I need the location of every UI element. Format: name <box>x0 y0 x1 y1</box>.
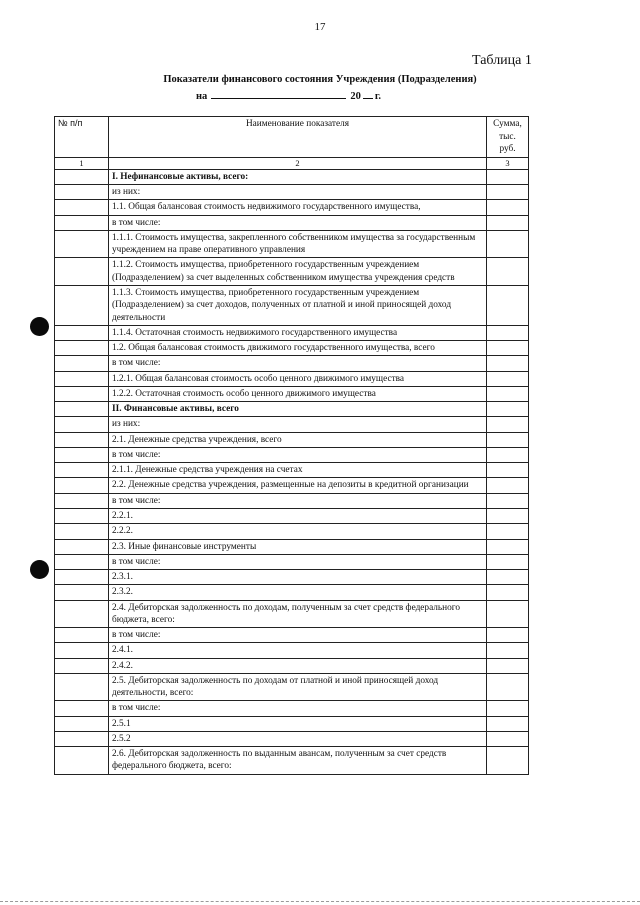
date-year: 20 <box>350 91 361 102</box>
sum-value-cell <box>487 432 529 447</box>
indicator-name-cell: 2.3.2. <box>109 585 487 600</box>
row-number-cell <box>55 371 109 386</box>
indicator-name-cell: I. Нефинансовые активы, всего: <box>109 169 487 184</box>
row-number-cell <box>55 554 109 569</box>
date-prefix: на <box>196 91 208 102</box>
sum-value-cell <box>487 524 529 539</box>
row-number-cell <box>55 539 109 554</box>
row-number-cell <box>55 508 109 523</box>
table-row <box>55 673 529 701</box>
row-number-cell <box>55 570 109 585</box>
row-number-cell <box>55 185 109 200</box>
table-row <box>55 215 529 230</box>
row-number-cell <box>55 417 109 432</box>
row-number-cell <box>55 524 109 539</box>
sum-value-cell <box>487 285 529 325</box>
financial-indicators-table <box>54 116 529 775</box>
indicator-name-cell: из них: <box>109 417 487 432</box>
column-number: 3 <box>487 157 529 169</box>
indicator-name-cell: 2.1.1. Денежные средства учреждения на счетах <box>109 463 487 478</box>
table-row <box>55 285 529 325</box>
row-number-cell <box>55 432 109 447</box>
date-line <box>196 89 381 102</box>
sum-value-cell <box>487 417 529 432</box>
table-row <box>55 508 529 523</box>
table-row <box>55 658 529 673</box>
indicator-name-cell: 2.2.2. <box>109 524 487 539</box>
table-row <box>55 539 529 554</box>
indicator-name-cell: 2.4. Дебиторская задолженность по доходам, полученным за счет средств федерального бюджета, всего: <box>109 600 487 628</box>
table-row <box>55 447 529 462</box>
sum-value-cell <box>487 325 529 340</box>
sum-value-cell <box>487 493 529 508</box>
sum-value-cell <box>487 215 529 230</box>
row-number-cell <box>55 169 109 184</box>
column-numbers-row <box>55 157 529 169</box>
sum-value-cell <box>487 463 529 478</box>
row-number-cell <box>55 673 109 701</box>
table-row <box>55 716 529 731</box>
sum-value-cell <box>487 731 529 746</box>
row-number-cell <box>55 325 109 340</box>
table-row <box>55 325 529 340</box>
table-row <box>55 432 529 447</box>
row-number-cell <box>55 478 109 493</box>
header-name: Наименование показателя <box>109 117 487 158</box>
row-number-cell <box>55 658 109 673</box>
document-title: Показатели финансового состояния Учреждения (Подразделения) <box>163 74 477 85</box>
indicator-name-cell: 1.2. Общая балансовая стоимость движимого государственного имущества, всего <box>109 341 487 356</box>
page-edge <box>0 901 640 902</box>
sum-value-cell <box>487 478 529 493</box>
indicator-name-cell: 2.5.1 <box>109 716 487 731</box>
row-number-cell <box>55 643 109 658</box>
indicator-name-cell: 2.4.1. <box>109 643 487 658</box>
sum-value-cell <box>487 508 529 523</box>
indicator-name-cell: в том числе: <box>109 493 487 508</box>
sum-value-cell <box>487 230 529 258</box>
table-row <box>55 628 529 643</box>
sum-value-cell <box>487 600 529 628</box>
row-number-cell <box>55 386 109 401</box>
table-row <box>55 643 529 658</box>
row-number-cell <box>55 600 109 628</box>
indicator-name-cell: 2.2.1. <box>109 508 487 523</box>
sum-value-cell <box>487 585 529 600</box>
row-number-cell <box>55 731 109 746</box>
column-number: 2 <box>109 157 487 169</box>
sum-value-cell <box>487 628 529 643</box>
table-row <box>55 493 529 508</box>
sum-value-cell <box>487 356 529 371</box>
indicator-name-cell: 2.5.2 <box>109 731 487 746</box>
row-number-cell <box>55 747 109 775</box>
sum-value-cell <box>487 643 529 658</box>
sum-value-cell <box>487 169 529 184</box>
row-number-cell <box>55 200 109 215</box>
sum-value-cell <box>487 554 529 569</box>
row-number-cell <box>55 230 109 258</box>
indicator-name-cell: из них: <box>109 185 487 200</box>
sum-value-cell <box>487 386 529 401</box>
table-row <box>55 169 529 184</box>
row-number-cell <box>55 585 109 600</box>
indicator-name-cell: 1.1. Общая балансовая стоимость недвижимого государственного имущества, <box>109 200 487 215</box>
indicator-name-cell: 1.1.3. Стоимость имущества, приобретенного государственным учреждением (Подразделением) за счет доходов, полученных от платной и иной приносящей доход деятельности <box>109 285 487 325</box>
row-number-cell <box>55 356 109 371</box>
indicator-name-cell: в том числе: <box>109 628 487 643</box>
table-row <box>55 230 529 258</box>
sum-value-cell <box>487 701 529 716</box>
table-row <box>55 570 529 585</box>
indicator-name-cell: в том числе: <box>109 554 487 569</box>
indicator-name-cell: 2.5. Дебиторская задолженность по доходам от платной и иной приносящей доход деятельности, всего: <box>109 673 487 701</box>
row-number-cell <box>55 701 109 716</box>
table-row <box>55 554 529 569</box>
indicator-name-cell: в том числе: <box>109 356 487 371</box>
table-row <box>55 747 529 775</box>
header-sum: Сумма, тыс. руб. <box>487 117 529 158</box>
sum-value-cell <box>487 402 529 417</box>
table-header-row <box>55 117 529 158</box>
indicator-name-cell: II. Финансовые активы, всего <box>109 402 487 417</box>
table-row <box>55 585 529 600</box>
table-row <box>55 600 529 628</box>
indicator-name-cell: 2.4.2. <box>109 658 487 673</box>
sum-value-cell <box>487 258 529 286</box>
row-number-cell <box>55 463 109 478</box>
indicator-name-cell: 2.1. Денежные средства учреждения, всего <box>109 432 487 447</box>
row-number-cell <box>55 341 109 356</box>
row-number-cell <box>55 447 109 462</box>
column-number: 1 <box>55 157 109 169</box>
table-row <box>55 731 529 746</box>
punch-hole <box>30 560 49 579</box>
row-number-cell <box>55 215 109 230</box>
sum-value-cell <box>487 658 529 673</box>
indicator-name-cell: в том числе: <box>109 701 487 716</box>
sum-value-cell <box>487 200 529 215</box>
sum-value-cell <box>487 747 529 775</box>
row-number-cell <box>55 628 109 643</box>
sum-value-cell <box>487 371 529 386</box>
table-row <box>55 258 529 286</box>
table-row <box>55 371 529 386</box>
table-row <box>55 341 529 356</box>
indicator-name-cell: 2.2. Денежные средства учреждения, размещенные на депозиты в кредитной организации <box>109 478 487 493</box>
indicator-name-cell: 1.1.2. Стоимость имущества, приобретенного государственным учреждением (Подразделением) за счет выделенных собственником имущества учреждения средств <box>109 258 487 286</box>
table-row <box>55 463 529 478</box>
sum-value-cell <box>487 539 529 554</box>
indicator-name-cell: 1.2.2. Остаточная стоимость особо ценного движимого имущества <box>109 386 487 401</box>
table-row <box>55 417 529 432</box>
page-number: 17 <box>314 21 326 33</box>
sum-value-cell <box>487 447 529 462</box>
table-label: Таблица 1 <box>472 53 532 68</box>
date-suffix: г. <box>374 91 382 102</box>
table-row <box>55 478 529 493</box>
indicator-name-cell: 1.1.1. Стоимость имущества, закрепленного собственником имущества за государственным учреждением на праве оперативного управления <box>109 230 487 258</box>
indicator-name-cell: 2.3. Иные финансовые инструменты <box>109 539 487 554</box>
table-row <box>55 402 529 417</box>
table-row <box>55 701 529 716</box>
date-blank-field <box>211 89 346 99</box>
header-number: № п/п <box>55 117 109 158</box>
indicator-name-cell: 1.2.1. Общая балансовая стоимость особо ценного движимого имущества <box>109 371 487 386</box>
indicator-name-cell: в том числе: <box>109 215 487 230</box>
table-row <box>55 386 529 401</box>
table-row <box>55 200 529 215</box>
sum-value-cell <box>487 673 529 701</box>
year-blank-field <box>363 89 373 99</box>
row-number-cell <box>55 402 109 417</box>
sum-value-cell <box>487 341 529 356</box>
indicator-name-cell: в том числе: <box>109 447 487 462</box>
sum-value-cell <box>487 570 529 585</box>
punch-hole <box>30 317 49 336</box>
indicator-name-cell: 1.1.4. Остаточная стоимость недвижимого государственного имущества <box>109 325 487 340</box>
sum-value-cell <box>487 185 529 200</box>
indicator-name-cell: 2.6. Дебиторская задолженность по выданным авансам, полученным за счет средств федерального бюджета, всего: <box>109 747 487 775</box>
row-number-cell <box>55 258 109 286</box>
row-number-cell <box>55 493 109 508</box>
table-row <box>55 185 529 200</box>
table-row <box>55 524 529 539</box>
sum-value-cell <box>487 716 529 731</box>
row-number-cell <box>55 285 109 325</box>
indicator-name-cell: 2.3.1. <box>109 570 487 585</box>
row-number-cell <box>55 716 109 731</box>
table-row <box>55 356 529 371</box>
